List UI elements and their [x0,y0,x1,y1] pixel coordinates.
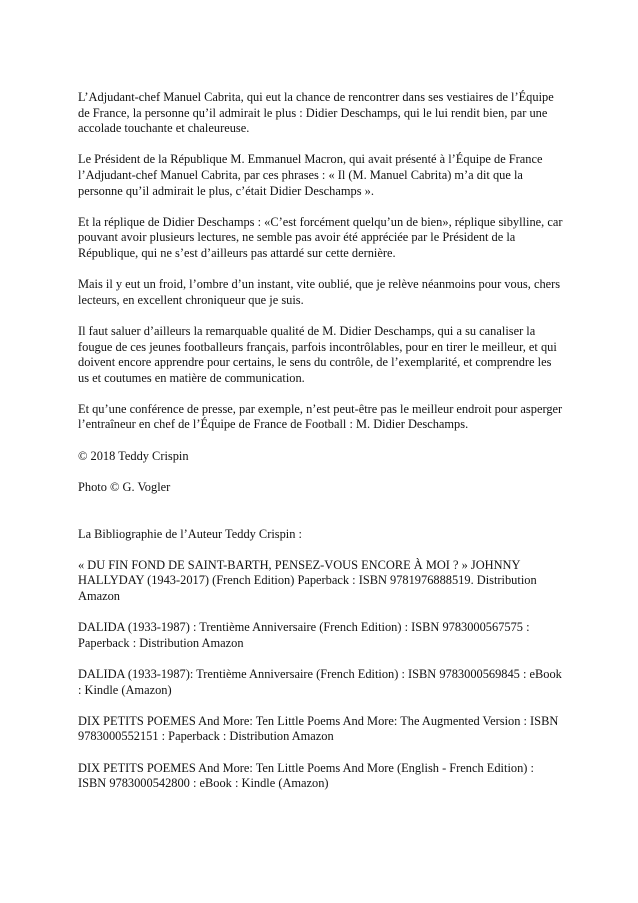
document-body [78,90,564,807]
body-paragraph: Il faut saluer d’ailleurs la remarquable qualité de M. Didier Deschamps, qui a su canaliser la fougue de ces jeunes footballeurs français, parfois incontrôlables, pour en tirer le meilleur, et qui doivent encore apprendre pour certains, le sens du contrôle, de l’exemplarité, et comprendre les us et coutumes en matière de communication. [78,323,557,385]
copyright-line: © 2018 Teddy Crispin [78,448,189,463]
body-paragraph: Le Président de la République M. Emmanuel Macron, qui avait présenté à l’Équipe de France l’Adjudant-chef Manuel Cabrita, par ces phrases : « Il (M. Manuel Cabrita) m’a dit que la personne qu’il admirait le plus, c’était Didier Deschamps ». [78,152,543,198]
bibliography-entry: DIX PETITS POEMES And More: Ten Little Poems And More (English - French Edition) : ISBN 9783000542800 : eBook : Kindle (Amazon) [78,760,534,791]
body-paragraph: L’Adjudant-chef Manuel Cabrita, qui eut la chance de rencontrer dans ses vestiaires de l’Équipe de France, la personne qu’il admirait le plus : Didier Deschamps, qui le lui rendit bien, par une accolade touchante et chaleureuse. [78,90,554,136]
body-paragraph: Et qu’une conférence de presse, par exemple, n’est peut-être pas le meilleur endroit pour asperger l’entraîneur en chef de l’Équipe de France de Football : M. Didier Deschamps. [78,401,563,432]
bibliography-entry: DALIDA (1933-1987): Trentième Anniversaire (French Edition) : ISBN 9783000569845 : eBook : Kindle (Amazon) [78,666,562,697]
bibliography-entry: « DU FIN FOND DE SAINT-BARTH, PENSEZ-VOUS ENCORE À MOI ? » JOHNNY HALLYDAY (1943-2017) (French Edition) Paperback : ISBN 9781976888519. Distribution Amazon [78,557,537,603]
body-paragraph: Et la réplique de Didier Deschamps : «C’est forcément quelqu’un de bien», réplique sibylline, car pouvant avoir plusieurs lectures, ne semble pas avoir été appréciée par le Président de la République, qui ne s’est d’ailleurs pas attardé sur cette dernière. [78,214,563,260]
bibliography-heading: La Bibliographie de l’Auteur Teddy Crispin : [78,526,302,541]
body-paragraph: Mais il y eut un froid, l’ombre d’un instant, vite oublié, que je relève néanmoins pour vous, chers lecteurs, en excellent chroniqueur que je suis. [78,277,561,307]
bibliography-entry: DIX PETITS POEMES And More: Ten Little Poems And More: The Augmented Version : ISBN 9783000552151 : Paperback : Distribution Amazon [78,713,559,744]
bibliography-entry: DALIDA (1933-1987) : Trentième Anniversaire (French Edition) : ISBN 9783000567575 : Paperback : Distribution Amazon [78,620,530,650]
photo-credit: Photo © G. Vogler [78,479,171,494]
